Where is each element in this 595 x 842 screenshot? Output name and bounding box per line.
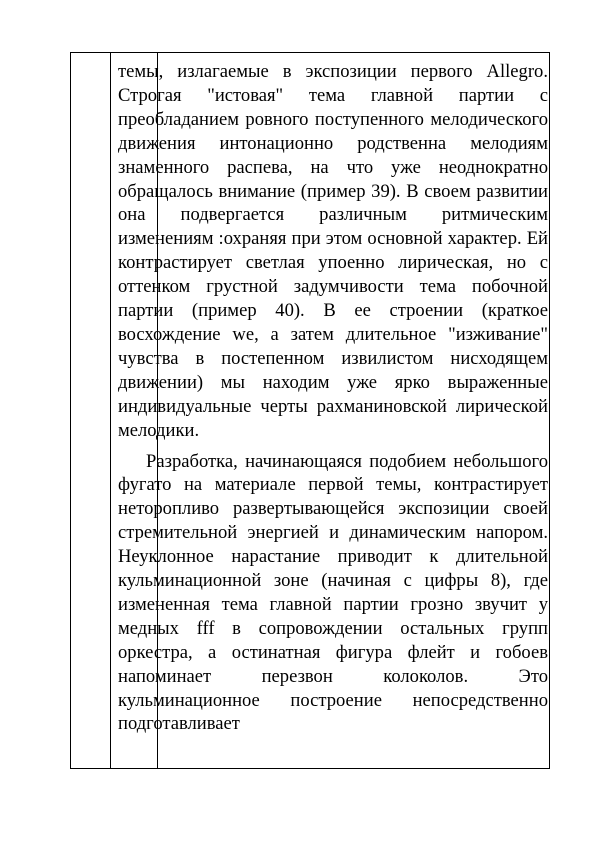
table-column-1 — [71, 53, 111, 768]
paragraph-1: темы, излагаемые в экспозиции первого Allegro. Строгая "истовая" тема главной партии с преобладанием ровного поступенного мелодического движения интонационно родственна мелодиям знаменного распева, на что уже неоднократно обращалось внимание (пример 39). В своем развитии она подвергается различным ритмическим изменениям :охраняя при этом основной характер. Ей контрастирует светлая упоенно лирическая, но с оттенком грустной задумчивости тема побочной партии (пример 40). В ее строении (краткое восхождение we, а затем длительное "изживание" чувства в постепенном извилистом нисходящем движении) мы находим уже ярко выраженные индивидуальные черты рахманиновской лирической мелодики. — [118, 61, 548, 441]
paragraph-2: Разработка, начинающаяся подобием небольшого фугато на материале первой темы, контрастирует неторопливо развертывающейся экспозиции своей стремительной энергией и динамическим напором. Неуклонное нарастание приводит к длительной кульминационной зоне (начиная с цифры 8), где измененная тема главной партии грозно звучит у медных fff в сопровождении остальных групп оркестра, а остинатная фигура флейт и гобоев напоминает перезвон колоколов. Это кульминационное построение непосредственно подготавливает — [118, 450, 548, 735]
text-cell — [118, 60, 548, 736]
